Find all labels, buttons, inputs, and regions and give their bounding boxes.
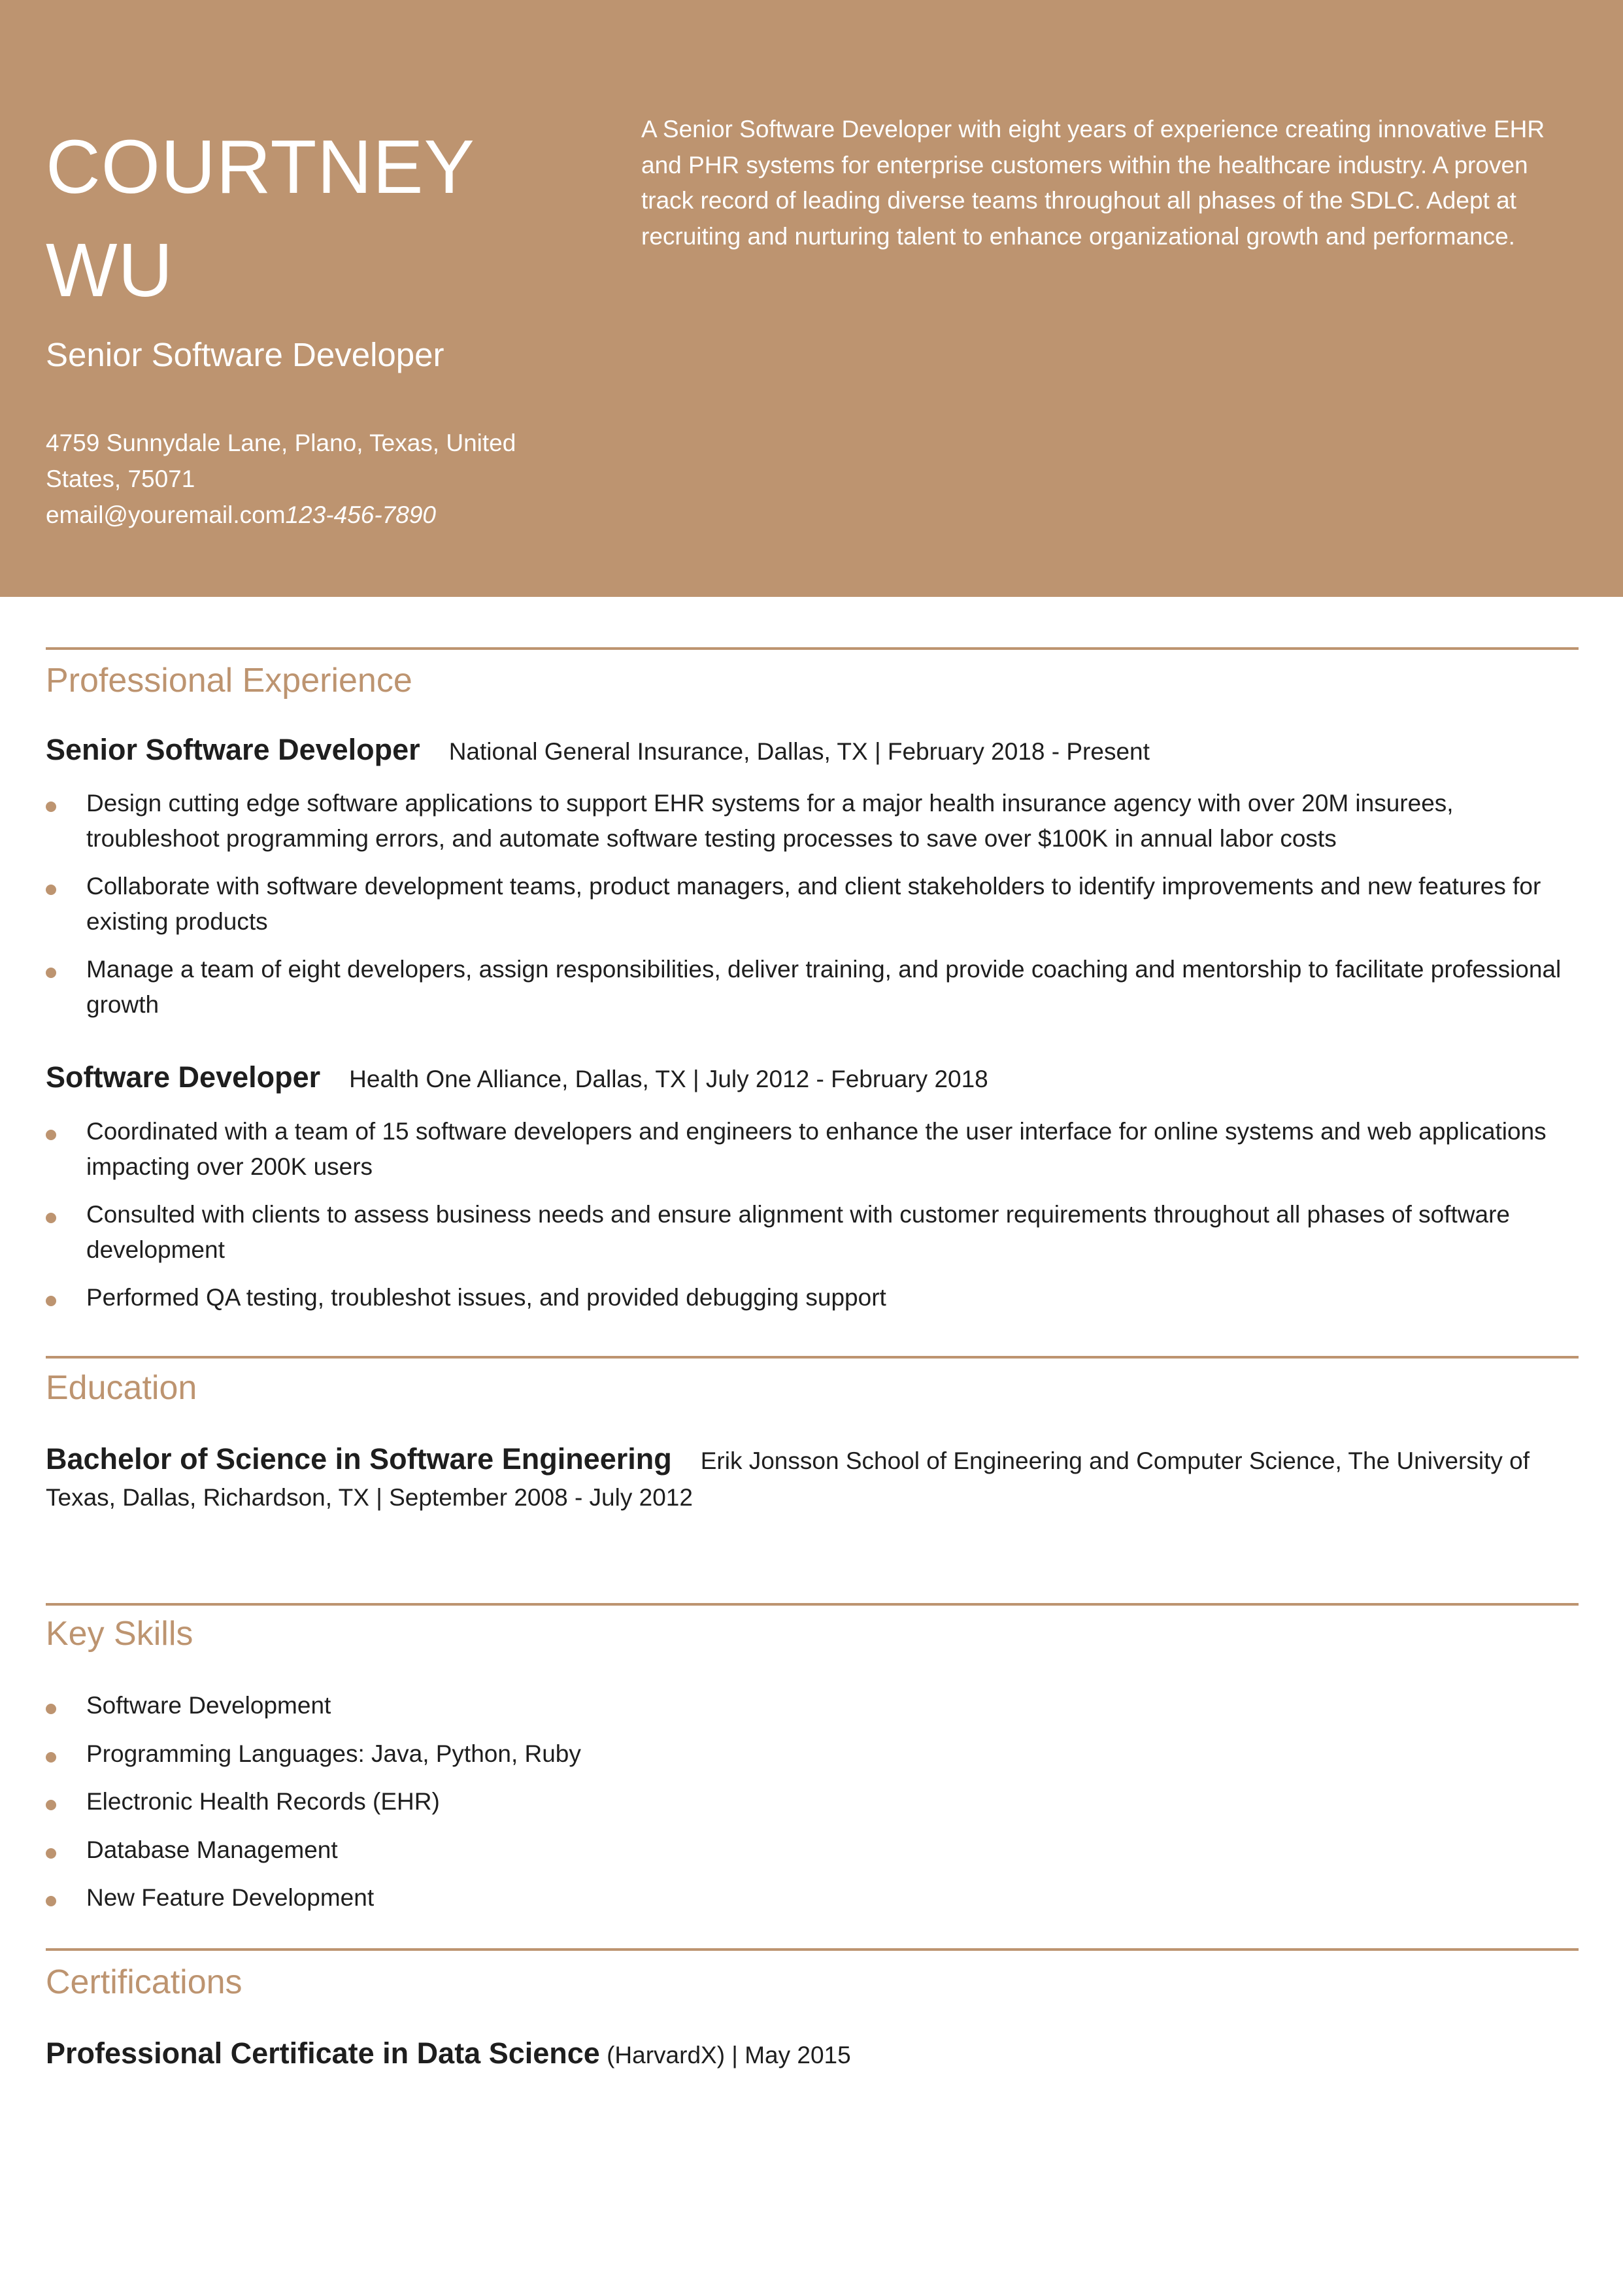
bullet-icon — [46, 968, 56, 978]
job-title: Software Developer — [46, 1060, 321, 1094]
bullet-icon — [46, 1752, 56, 1763]
skill-item: New Feature Development — [46, 1874, 1579, 1922]
skill-item: Electronic Health Records (EHR) — [46, 1778, 1579, 1826]
bullet-icon — [46, 802, 56, 812]
certification-details: (HarvardX) | May 2015 — [607, 2042, 851, 2068]
bullet-icon — [46, 1213, 56, 1223]
name-first: COURTNEY — [46, 124, 475, 209]
bullet-icon — [46, 885, 56, 895]
skill-item: Database Management — [46, 1826, 1579, 1874]
job-header — [46, 1059, 1579, 1098]
bullet-icon — [46, 1704, 56, 1714]
list-item: Performed QA testing, troubleshot issues, and provided debugging support — [46, 1280, 1579, 1315]
section-divider — [46, 1356, 1579, 1359]
skill-item: Programming Languages: Java, Python, Ruby — [46, 1730, 1579, 1778]
candidate-role: Senior Software Developer — [46, 336, 444, 373]
email-link[interactable]: email@youremail.com — [46, 501, 286, 528]
certification-entry — [46, 2034, 851, 2075]
bullet-icon — [46, 1848, 56, 1859]
address-line-2: States, 75071 — [46, 465, 195, 492]
job-bullets — [46, 786, 1579, 1022]
education-entry — [46, 1441, 1579, 1516]
phone-number: 123-456-7890 — [285, 501, 436, 528]
section-divider — [46, 1948, 1579, 1951]
list-item: Consulted with clients to assess business needs and ensure alignment with customer requirements throughout all phases of software development — [46, 1197, 1579, 1267]
degree-name: Bachelor of Science in Software Engineering — [46, 1442, 672, 1476]
section-divider — [46, 1603, 1579, 1606]
email-phone-line — [46, 497, 529, 533]
job-header — [46, 732, 1579, 770]
resume-header — [0, 0, 1623, 597]
list-item: Collaborate with software development teams, product managers, and client stakeholders to identify improvements and new features for existing products — [46, 869, 1579, 939]
certification-name: Professional Certificate in Data Science — [46, 2036, 600, 2070]
skill-item: Software Development — [46, 1681, 1579, 1730]
job-title: Senior Software Developer — [46, 733, 420, 766]
job-details: Health One Alliance, Dallas, TX | July 2012 - February 2018 — [349, 1066, 988, 1092]
bullet-icon — [46, 1800, 56, 1810]
address-line-1: 4759 Sunnydale Lane, Plano, Texas, United — [46, 430, 516, 456]
list-item: Design cutting edge software applications to support EHR systems for a major health insurance agency with over 20M insurees, troubleshoot programming errors, and automate software testing processes to save over $100K in annual labor costs — [46, 786, 1579, 856]
job-details: National General Insurance, Dallas, TX | February 2018 - Present — [448, 738, 1150, 765]
professional-summary: A Senior Software Developer with eight years of experience creating innovative EHR and PHR systems for enterprise customers within the healthcare industry. A proven track record of leading diverse teams throughout all phases of the SDLC. Adept at recruiting and nurturing talent to enhance organizational growth and performance. — [641, 116, 1545, 250]
education-details: Erik Jonsson School of Engineering and Computer Science, The University of Texas, Dallas, Richardson, TX | September 2008 - July 2012 — [46, 1447, 1530, 1511]
bullet-icon — [46, 1296, 56, 1306]
skills-list — [46, 1681, 1579, 1922]
job-bullets — [46, 1114, 1579, 1315]
contact-info — [46, 425, 529, 533]
section-title-education: Education — [46, 1369, 197, 1407]
list-item: Manage a team of eight developers, assign responsibilities, deliver training, and provide coaching and mentorship to facilitate professional growth — [46, 952, 1579, 1022]
candidate-name — [46, 115, 556, 322]
section-divider — [46, 647, 1579, 650]
name-last: WU — [46, 228, 174, 312]
bullet-icon — [46, 1130, 56, 1140]
section-title-skills: Key Skills — [46, 1615, 193, 1653]
bullet-icon — [46, 1896, 56, 1906]
section-title-experience: Professional Experience — [46, 662, 412, 700]
list-item: Coordinated with a team of 15 software developers and engineers to enhance the user interface for online systems and web applications impacting over 200K users — [46, 1114, 1579, 1184]
section-title-certifications: Certifications — [46, 1963, 243, 2001]
